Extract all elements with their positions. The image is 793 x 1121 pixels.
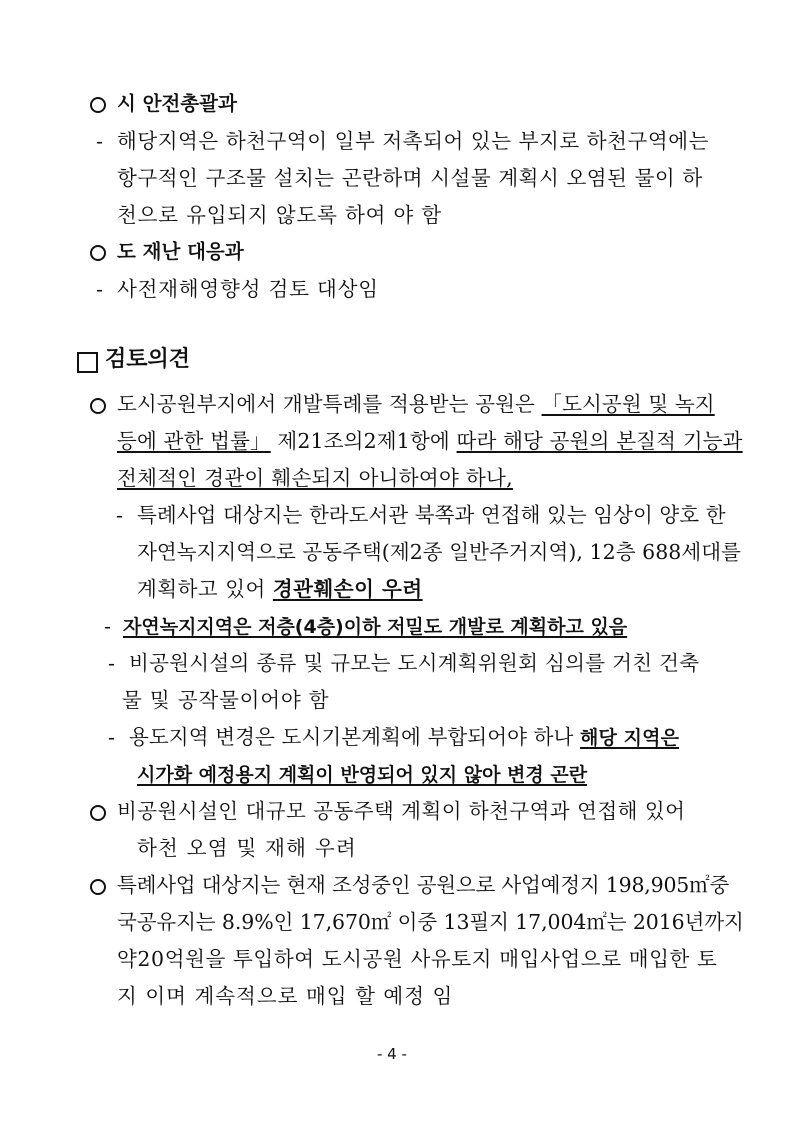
paragraph-line: 비공원시설인 대규모 공동주택 계획이 하천구역과 연접해 있어	[117, 799, 686, 823]
paragraph-line: 자연녹지지역으로 공동주택(제2종 일반주거지역), 12층 688세대를	[137, 540, 741, 564]
underlined-span: 등에 관한 법률」	[117, 429, 271, 453]
dash-marker: -	[108, 651, 115, 675]
dash-marker: -	[96, 129, 103, 153]
bullet-circle-icon	[90, 879, 106, 895]
bullet-circle-icon	[90, 805, 106, 821]
paragraph-line	[123, 612, 627, 641]
bold-underlined-span: 자연녹지지역은 저층(4층)이하 저밀도 개발로 계획하고 있음	[123, 616, 628, 638]
underlined-span: 「도시공원 및 녹지	[541, 392, 715, 416]
paragraph-line	[137, 575, 423, 603]
paragraph-line: 지 이며 계속적으로 매입 할 예정 임	[117, 984, 454, 1008]
section-heading-city-safety: 시 안전총괄과	[117, 92, 237, 115]
paragraph-line	[117, 390, 715, 418]
paragraph-line	[117, 427, 743, 455]
paragraph-line: 국공유지는 8.9%인 17,670㎡ 이중 13필지 17,004㎡는 2016년까지	[117, 910, 744, 934]
section-heading-review: 검토의견	[105, 347, 191, 372]
paragraph-line: 특례사업 대상지는 현재 조성중인 공원으로 사업예정지 198,905㎡중	[117, 873, 730, 897]
bullet-circle-icon	[90, 245, 106, 261]
page-number: - 4 -	[377, 1045, 407, 1063]
paragraph-line: 물 및 공작물이어야 함	[122, 688, 330, 712]
text-span: 용도지역 변경은 도시기본계획에 부합되어야 하나	[129, 725, 581, 749]
text-span: 계획하고 있어	[137, 577, 273, 601]
paragraph-line: 하천 오염 및 재해 우려	[137, 836, 357, 860]
underlined-span: 따라 해당 공원의 본질적 기능과	[456, 429, 743, 453]
paragraph-line: 약20억원을 투입하여 도시공원 사유토지 매입사업으로 매입한 토	[117, 947, 718, 971]
bullet-circle-icon	[90, 398, 106, 414]
paragraph-line: 사전재해영향성 검토 대상임	[117, 277, 379, 301]
paragraph-line: 천으로 유입되지 않도록 하여 야 함	[117, 203, 443, 227]
underlined-span: 전체적인 경관이 훼손되지 아니하여야 하나,	[117, 466, 513, 490]
bullet-circle-icon	[90, 97, 106, 113]
text-span: 도시공원부지에서 개발특례를 적용받는 공원은	[117, 392, 542, 416]
paragraph-line: 해당지역은 하천구역이 일부 저촉되어 있는 부지로 하천구역에는	[117, 129, 709, 153]
dash-marker: -	[104, 614, 111, 638]
paragraph-line	[129, 723, 679, 752]
paragraph-line: 특례사업 대상지는 한라도서관 북쪽과 연접해 있는 임상이 양호 한	[137, 503, 726, 527]
checkbox-square-icon	[77, 352, 98, 373]
paragraph-line	[137, 760, 587, 789]
bold-underlined-span: 해당 지역은	[580, 727, 680, 749]
section-heading-province-disaster: 도 재난 대응과	[117, 240, 244, 263]
bold-underlined-span: 시가화 예정용지 계획이 반영되어 있지 않아 변경 곤란	[137, 764, 588, 786]
paragraph-line: 항구적인 구조물 설치는 곤란하며 시설물 계획시 오염된 물이 하	[117, 166, 703, 190]
paragraph-line: 비공원시설의 종류 및 규모는 도시계획위원회 심의를 거친 건축	[129, 651, 700, 675]
dash-marker: -	[116, 503, 123, 527]
text-span: 제21조의2제1항에	[270, 429, 457, 453]
dash-marker: -	[108, 725, 115, 749]
dash-marker: -	[96, 277, 103, 301]
bold-underlined-span: 경관훼손이 우려	[272, 577, 423, 601]
paragraph-line	[117, 464, 513, 492]
